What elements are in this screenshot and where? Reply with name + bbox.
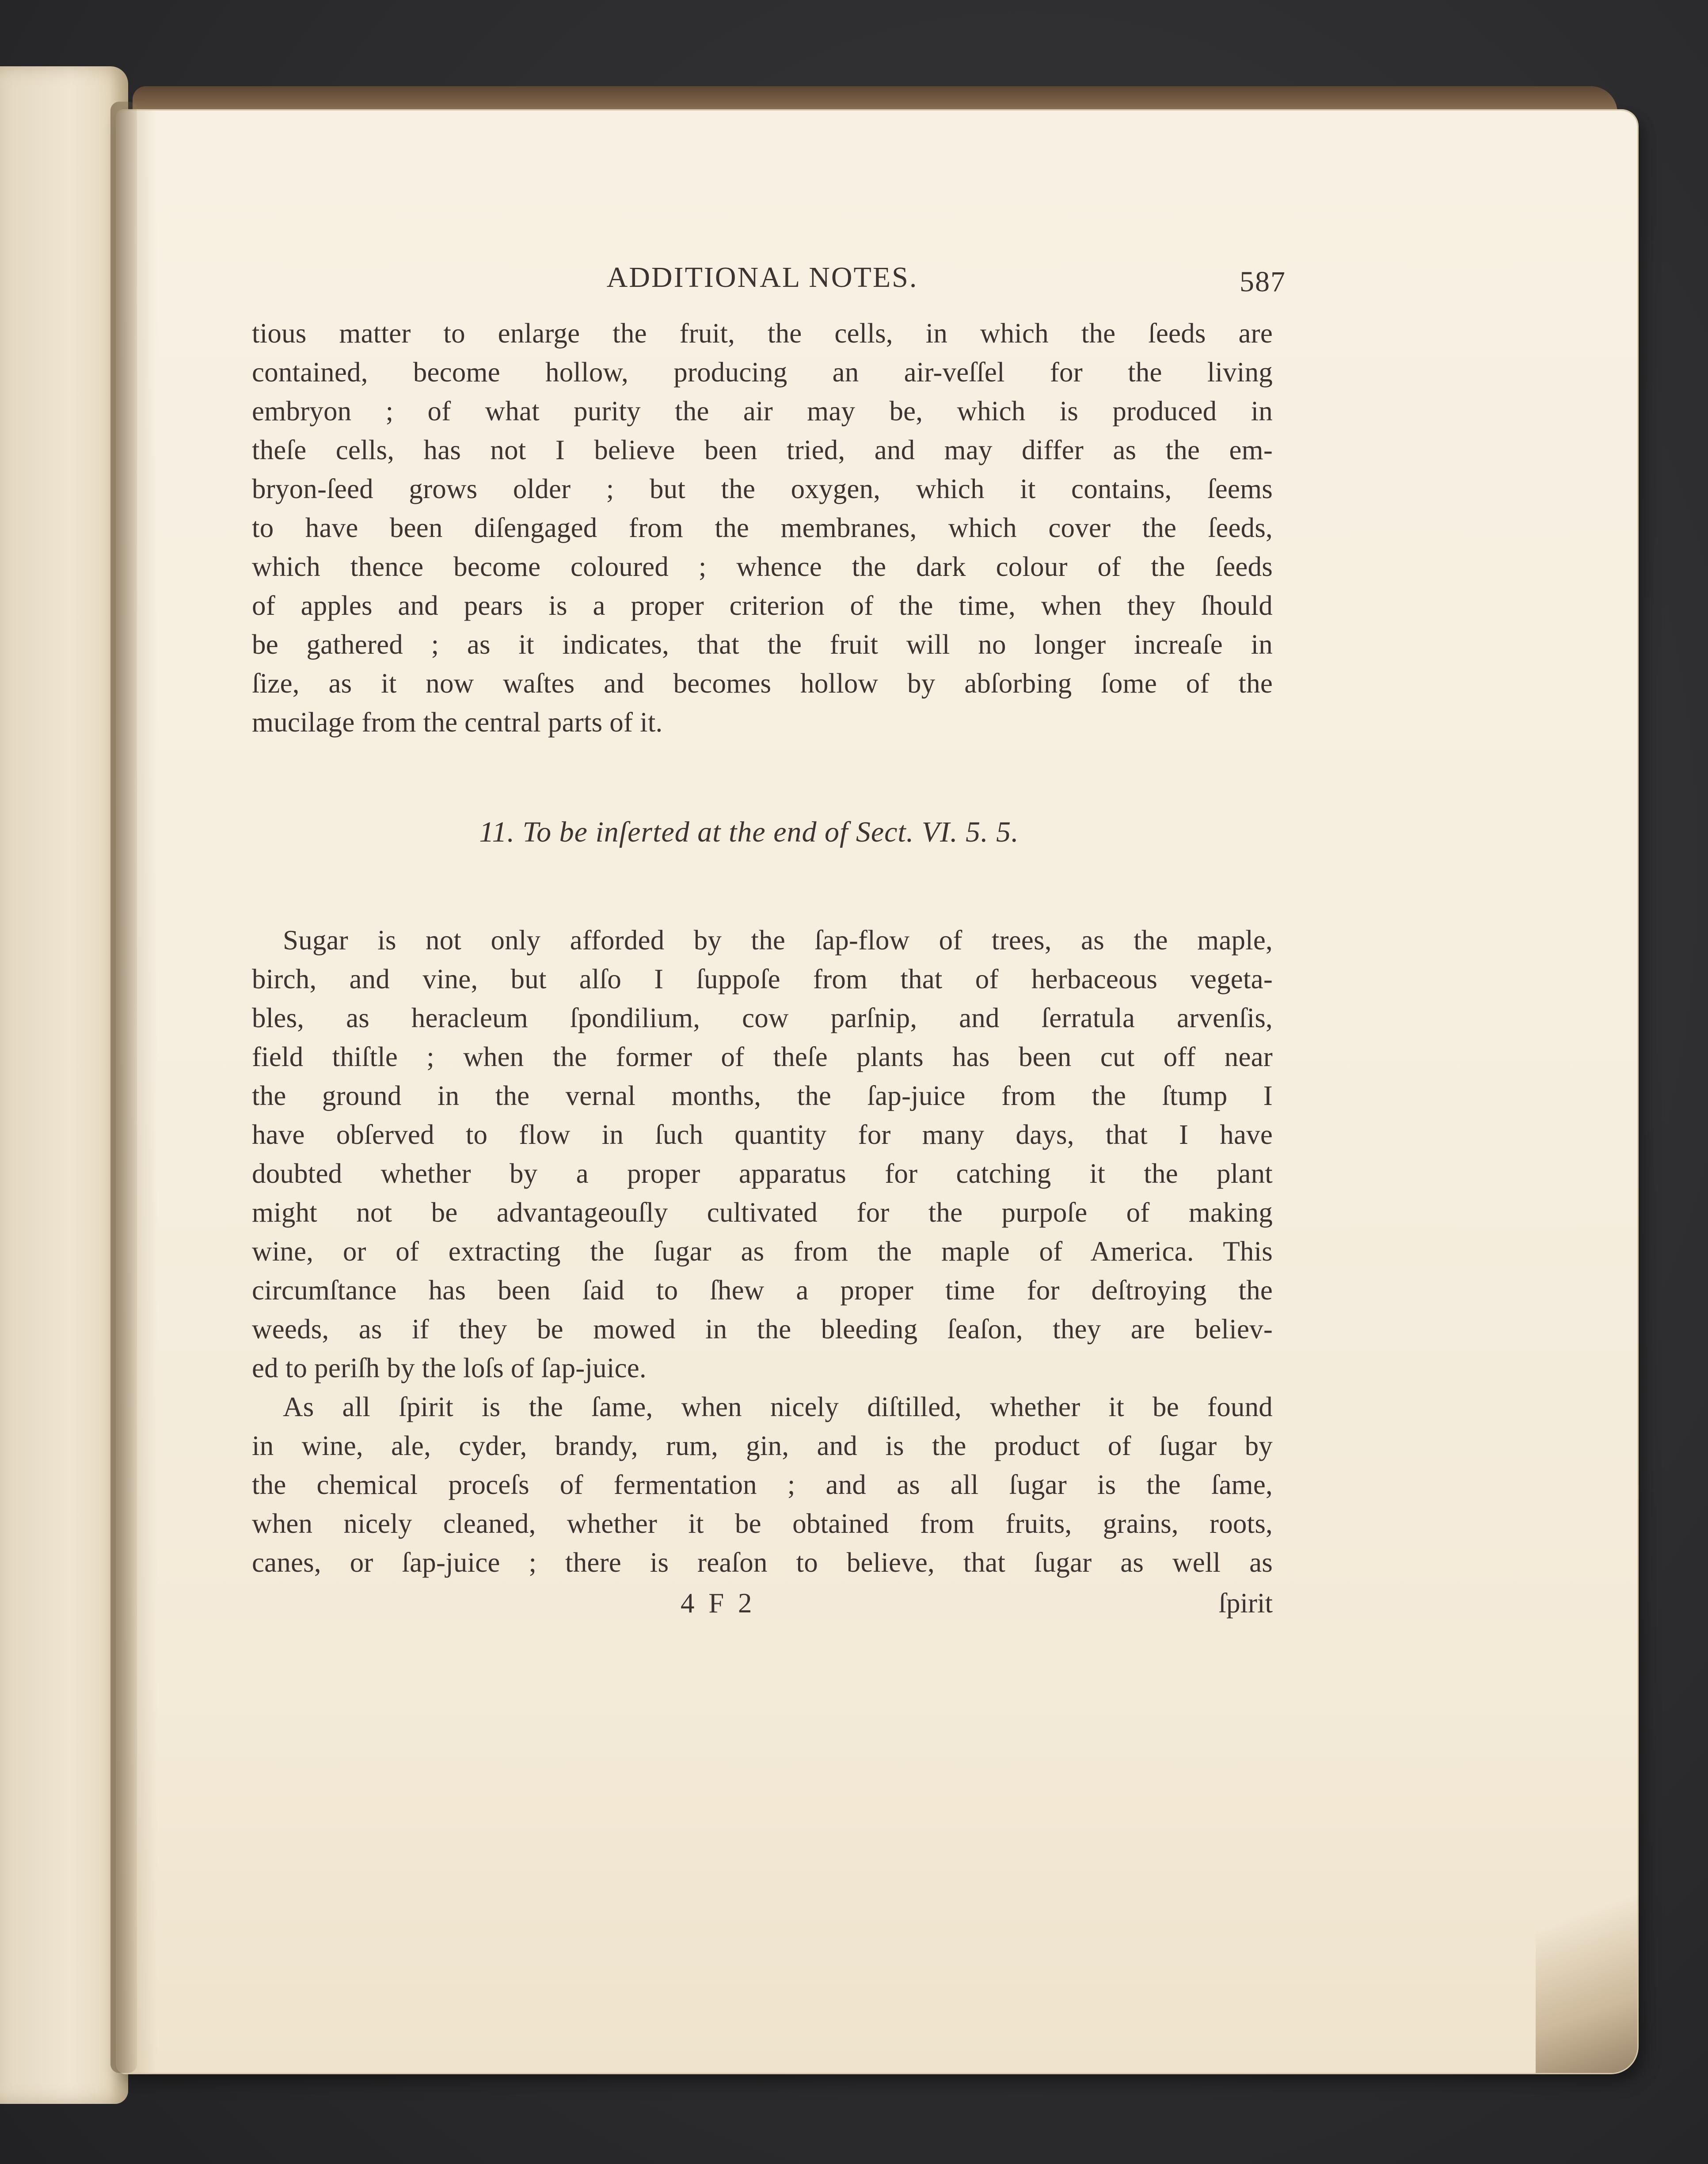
- text-line: when nicely cleaned, whether it be obtained from fruits, grains, roots,: [252, 1508, 1273, 1539]
- text-line: which thence become coloured ; whence the dark colour of the ſeeds: [252, 551, 1273, 582]
- text-line: doubted whether by a proper apparatus for catching it the plant: [252, 1158, 1273, 1189]
- text-line: weeds, as if they be mowed in the bleeding ſeaſon, they are believ-: [252, 1314, 1273, 1345]
- text-line: ed to periſh by the loſs of ſap-juice.: [252, 1352, 647, 1383]
- running-head-title: ADDITIONAL NOTES.: [606, 261, 918, 293]
- text-line: birch, and vine, but alſo I ſuppoſe from that of herbaceous vegeta-: [252, 964, 1273, 994]
- paragraph-3: [252, 1387, 1273, 1582]
- text-line: circumſtance has been ſaid to ſhew a proper time for deſtroying the: [252, 1275, 1273, 1306]
- signature-mark: 4 F 2: [681, 1588, 756, 1619]
- text-line: have obſerved to flow in ſuch quantity for many days, that I have: [252, 1119, 1273, 1150]
- text-line: canes, or ſap-juice ; there is reaſon to believe, that ſugar as well as: [252, 1547, 1273, 1578]
- page-footer: [252, 1584, 1273, 1623]
- page-number: 587: [1240, 266, 1286, 298]
- text-line: tious matter to enlarge the fruit, the cells, in which the ſeeds are: [252, 318, 1273, 349]
- catchword: ſpirit: [1218, 1588, 1273, 1619]
- text-line: As all ſpirit is the ſame, when nicely diſtilled, whether it be found: [283, 1391, 1273, 1422]
- page-text: [252, 248, 1286, 1623]
- text-line: contained, become hollow, producing an air-veſſel for the living: [252, 357, 1273, 388]
- text-line: theſe cells, has not I believe been tried, and may differ as the em-: [252, 434, 1273, 465]
- text-line: Sugar is not only afforded by the ſap-flow of trees, as the maple,: [283, 925, 1273, 956]
- text-line: be gathered ; as it indicates, that the fruit will no longer increaſe in: [252, 629, 1273, 660]
- paragraph-1: [252, 314, 1273, 742]
- text-line: in wine, ale, cyder, brandy, rum, gin, and is the product of ſugar by: [252, 1430, 1273, 1461]
- text-line: embryon ; of what purity the air may be, which is produced in: [252, 396, 1273, 427]
- facing-page-edge: [0, 66, 128, 2104]
- text-line: bles, as heracleum ſpondilium, cow parſnip, and ſerratula arvenſis,: [252, 1002, 1273, 1033]
- book-gutter: [110, 102, 137, 2073]
- text-line: to have been diſengaged from the membranes, which cover the ſeeds,: [252, 512, 1273, 543]
- page-worn-corner: [1536, 1852, 1637, 2073]
- text-line: wine, or of extracting the ſugar as from the maple of America. This: [252, 1236, 1273, 1267]
- text-line: ſize, as it now waſtes and becomes hollow by abſorbing ſome of the: [252, 668, 1273, 699]
- text-line: bryon-ſeed grows older ; but the oxygen, which it contains, ſeems: [252, 473, 1273, 504]
- text-line: of apples and pears is a proper criterion of the time, when they ſhould: [252, 590, 1273, 621]
- text-line: might not be advantageouſly cultivated for the purpoſe of making: [252, 1197, 1273, 1228]
- text-line: mucilage from the central parts of it.: [252, 707, 663, 738]
- text-line: field thiſtle ; when the former of theſe plants has been cut off near: [252, 1041, 1273, 1072]
- section-heading: 11. To be inſerted at the end of Sect. VI. 5. 5.: [479, 816, 1019, 848]
- running-head: [252, 248, 1286, 314]
- text-line: the ground in the vernal months, the ſap-juice from the ſtump I: [252, 1080, 1273, 1111]
- paragraph-2: [252, 921, 1273, 1387]
- text-line: the chemical proceſs of fermentation ; and as all ſugar is the ſame,: [252, 1469, 1273, 1500]
